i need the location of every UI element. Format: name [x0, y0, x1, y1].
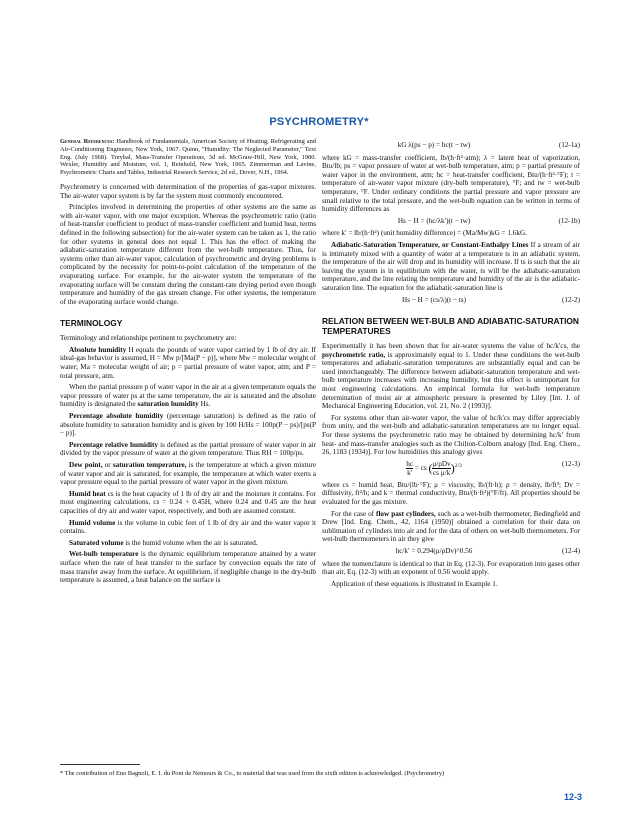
paragraph-k-prime: where k′ = lb/(h·ft²) (unit humidity difference) = (Ma/Mw)kG = 1.6kG. — [322, 229, 527, 238]
section-heading-terminology: TERMINOLOGY — [60, 318, 123, 329]
paragraph-nomenclature-note: where the nomenclature is identical to that in Eq. (12-3). For evaporation into gases other than air, Eq. (12-3) with an exponent of 0.56 would apply. — [322, 559, 580, 577]
term-head: Saturated volume — [69, 538, 124, 547]
term-text: is defined as the partial pressure of water vapor in air divided by the vapor pressure of water at the given temperature. Thus RH = 100p/ps. — [60, 440, 317, 458]
term-head: Absolute humidity — [69, 345, 127, 354]
paragraph-other-systems: For systems other than air-water vapor, the value of hc/k′cs may differ appreciably from unity, and the wet-bulb and adiabatic-saturation temperatures are no longer equal. For these systems the psychrometric ratio may be obtained by determining hc/k′ from heat- and mass-transfer analogies such as the Chilton-Colburn analogy [Ind. Eng. Chem., 26, 1183 (1934)]. For low humidities this analogy gives — [322, 413, 580, 457]
term-text: is the volume in cubic feet of 1 lb of dry air and the water vapor it contains. — [60, 518, 317, 536]
equation-12-2 — [322, 296, 580, 305]
term-text: Hs. — [200, 400, 211, 409]
term-text: H equals the pounds of water vapor carried by 1 lb of dry air. If ideal-gas behavior is assumed, H = Mw p/[Ma(P − p)], where Mw = molecular weight of water; Ma = molecular weight of air; p = partial pressure of water vapor, atm; and P = total pressure, atm. — [60, 345, 316, 380]
term-text: When the partial pressure p of water vapor in the air at a given temperature equals the vapor pressure of water ps at the same temperature, the air is saturated and the absolute humidity is designated the — [60, 383, 316, 409]
equation-number: (12-1b) — [558, 216, 580, 225]
term-head: saturation temperature, — [112, 461, 187, 470]
term-relative-humidity — [60, 441, 316, 458]
fraction-numerator: hc — [406, 459, 414, 468]
term-head: saturation humidity — [137, 400, 199, 409]
principles-paragraph: Principles involved in determining the properties of other systems are the same as with air-water vapor, with one major exception. Whereas the psychrometric ratio (ratio of heat-transfer coefficient to product of mass-transfer coefficient and humid heat, terms defined in the following subsection) for the air-water system can be taken as 1, the ratio for other systems in general does not equal 1. This has the effect of making the adiabatic-saturation temperature different from the wet-bulb temperature. Thus, for systems other than air-water vapor, calculation of psychrometric and drying problems is complicated by the necessity for point-to-point calculation of the temperature of the evaporating surface. For example, for the air-water system the temperature of the evaporating surface will be constant during the constant-rate drying period even though temperature and humidity of the gas stream change. For other systems, the temperature of the evaporating surface would change. — [60, 203, 316, 306]
paragraph-text: is approximately equal to 1. Under these conditions the wet-bulb temperatures and adiabatic-saturation temperatures are substantially equal and can be used interchangeably. The difference between adiabatic-saturation temperature and wet-bulb temperature increases with increasing humidity, but this effect is unimportant for most engineering calculations. An empirical formula for wet-bulb temperature determination of moist air at atmospheric pressure is presented by Liley [Int. J. of Mechanical Engineering Education, vol. 21, No. 2 (1993)]. — [322, 350, 580, 411]
term-saturation-humidity — [60, 383, 316, 409]
paragraph-wet-bulb-terms: where kG = mass-transfer coefficient, lb/(h·ft²·atm); λ = latent heat of vaporization, Btu/lb; ps = vapor pressure of water at wet-bulb temperature, atm; p = partial pressure of water vapor in the environment, atm; hc = heat-transfer coefficient, Btu/(h·ft²·°F); t = temperature of air-water vapor mixture (dry-bulb temperature), °F; and tw = wet-bulb temperature, °F. Under ordinary conditions the partial pressure and vapor pressure are small relative to the total pressure, and the wet-bulb equation can be written in terms of humidity differences as — [322, 153, 580, 214]
term-head: Percentage relative humidity — [69, 440, 158, 449]
right-column — [322, 138, 580, 591]
run-in-heading: Adiabatic-Saturation Temperature, or Constant-Enthalpy Lines — [331, 240, 529, 249]
equation-body: hc/k′ = 0.294(μ/ρDv)^0.56 — [395, 546, 473, 555]
footnote-rule — [60, 764, 140, 765]
term-humid-volume — [60, 519, 316, 536]
equation-body: Hs − H = (hc/λk′)(t − tw) — [397, 216, 471, 225]
fraction-denominator: k′ — [407, 468, 413, 477]
equation-operator: = cs — [414, 463, 427, 472]
equation-body: $\frac{hc}{k'}$ = cs ( $\frac{\text{μ/ρDv}}{\text{cs μ/k}}$ )$^{2/3}$ — [406, 459, 462, 477]
equation-12-4 — [322, 547, 580, 556]
term-text: cs is the heat capacity of 1 lb of dry air and the moisture it contains. For most engineering calculations, cs = 0.24 + 0.45H, where 0.24 and 0.45 are the heat capacities of dry air and water vapor, respectively, and both are assumed constant. — [60, 489, 316, 515]
term-text: is the humid volume when the air is saturated. — [125, 538, 258, 547]
equation-number: (12-2) — [562, 295, 580, 304]
fraction-denominator: cs μ/k — [432, 468, 451, 477]
paragraph-cylinders — [322, 510, 580, 544]
paragraph-text: For the case of — [331, 509, 375, 518]
term-wet-bulb-temperature — [60, 550, 316, 584]
term-text: or — [104, 461, 111, 470]
section-heading-relation: RELATION BETWEEN WET-BULB AND ADIABATIC-SATURATION TEMPERATURES — [322, 316, 579, 337]
term-absolute-humidity — [60, 346, 316, 380]
term-head: Dew point, — [69, 461, 103, 470]
equation-12-1b — [322, 217, 580, 226]
paragraph-text: such as a wet-bulb thermometer, Bedingfield and Drew [Ind. Eng. Chem., 42, 1164 (1950)] obtained a correlation for their data on sublimation of cylinders into air and for the data of others on wet-bulb thermometers. For wet-bulb thermometers in air they give — [322, 509, 581, 544]
equation-body: Hs − H = (cs/λ)(t − ts) — [402, 295, 466, 304]
term-humid-heat — [60, 490, 316, 516]
general-references — [60, 138, 316, 177]
term-percentage-absolute-humidity — [60, 412, 316, 438]
footnote: * The contribution of Eno Bagnoli, E. I. du Pont de Nemours & Co., to material that was used from the sixth edition is acknowledged. (Psychrometry) — [60, 770, 445, 777]
paragraph-adiabatic-saturation — [322, 241, 580, 293]
paragraph-text: Experimentally it has been shown that for air-water systems the value of hc/k′cs, the — [322, 342, 580, 351]
page-number: 12-3 — [563, 792, 582, 802]
term-dew-point — [60, 461, 316, 487]
term-text: (percentage saturation) is defined as the ratio of absolute humidity to saturation humidity and is given by 100 H/Hs = 100p(P − ps)/[ps(P − p)]. — [60, 412, 316, 438]
paragraph-psychrometric-ratio — [322, 342, 580, 411]
term-head: Percentage absolute humidity — [69, 412, 164, 421]
equation-12-3 — [322, 460, 580, 477]
references-lead: General References: — [60, 138, 115, 145]
term-head: Humid heat — [69, 489, 106, 498]
fraction-rhs — [432, 460, 450, 477]
paragraph-text: If a stream of air is intimately mixed with a quantity of water at a temperature ts in an adiabatic system, the temperature of the air will drop and its humidity will increase. If ts is such that the air leaving the system is in equilibrium with the water, ts will be the adiabatic-saturation temperature, and the line relating the temperature and humidity of the air is the adiabatic-saturation line. The equation for the adiabatic-saturation line is — [322, 240, 581, 292]
equation-exponent: 2/3 — [454, 462, 462, 469]
term-head: Wet-bulb temperature — [69, 550, 139, 559]
equation-12-1a — [322, 141, 580, 150]
equation-number: (12-1a) — [558, 141, 580, 149]
term-saturated-volume — [60, 539, 316, 548]
paragraph-nomenclature: where cs = humid heat, Btu/(lb·°F); μ = viscosity, lb/(ft·h); ρ = density, lb/ft³; Dv = diffusivity, ft²/h; and k = thermal conductivity, Btu/(h·ft²)(°F/ft). All properties should be evaluated for the gas mixture. — [322, 480, 580, 506]
term-text: is the dynamic equilibrium temperature attained by a water surface when the rate of heat transfer to the surface by convection equals the rate of mass transfer away from the surface. At equilibrium, if negligible change in the dry-bulb temperature is assumed, a heat balance on the surface is — [60, 550, 316, 585]
page-title: PSYCHROMETRY* — [269, 116, 369, 128]
paragraph-example-note: Application of these equations is illustrated in Example 1. — [331, 579, 498, 588]
equation-number: (12-4) — [562, 546, 580, 555]
term-head: flow past cylinders, — [376, 509, 436, 518]
left-column — [60, 138, 316, 588]
terminology-intro: Terminology and relationships pertinent to psychrometry are: — [60, 334, 237, 343]
term-head: psychrometric ratio, — [322, 350, 386, 359]
equation-number: (12-3) — [562, 459, 580, 468]
term-head: Humid volume — [69, 518, 116, 527]
fraction-numerator: μ/ρDv — [432, 459, 451, 468]
fraction-lhs — [406, 460, 413, 477]
intro-paragraph: Psychrometry is concerned with determination of the properties of gas-vapor mixtures. The air-water vapor system is by far the system most commonly encountered. — [60, 182, 316, 200]
references-text: Handbook of Fundamentals, American Society of Heating, Refrigerating and Air-Conditioning Engineers, New York, 1967. Quinn, "Humidity: The Neglected Parameter," Text Eng. (July 1968). Treybal, Mass-Transfer Operations, 3d ed. McGraw-Hill, New York, 1980. Wexler, Humidity and Moisture, vol. 1, Reinhold, New York, 1965. Zimmerman and Lavine, Psychrometric Charts and Tables, Industrial Research Service, 2d ed., Dover, N.H., 1964. — [60, 138, 316, 177]
term-text: is the temperature at which a given mixture of water vapor and air is saturated, for example, the temperature at which water exerts a vapor pressure equal to the partial pressure of water vapor in the given mixture. — [60, 461, 317, 487]
equation-body: kG λ(ps − p) = hc(t − tw) — [397, 141, 471, 149]
